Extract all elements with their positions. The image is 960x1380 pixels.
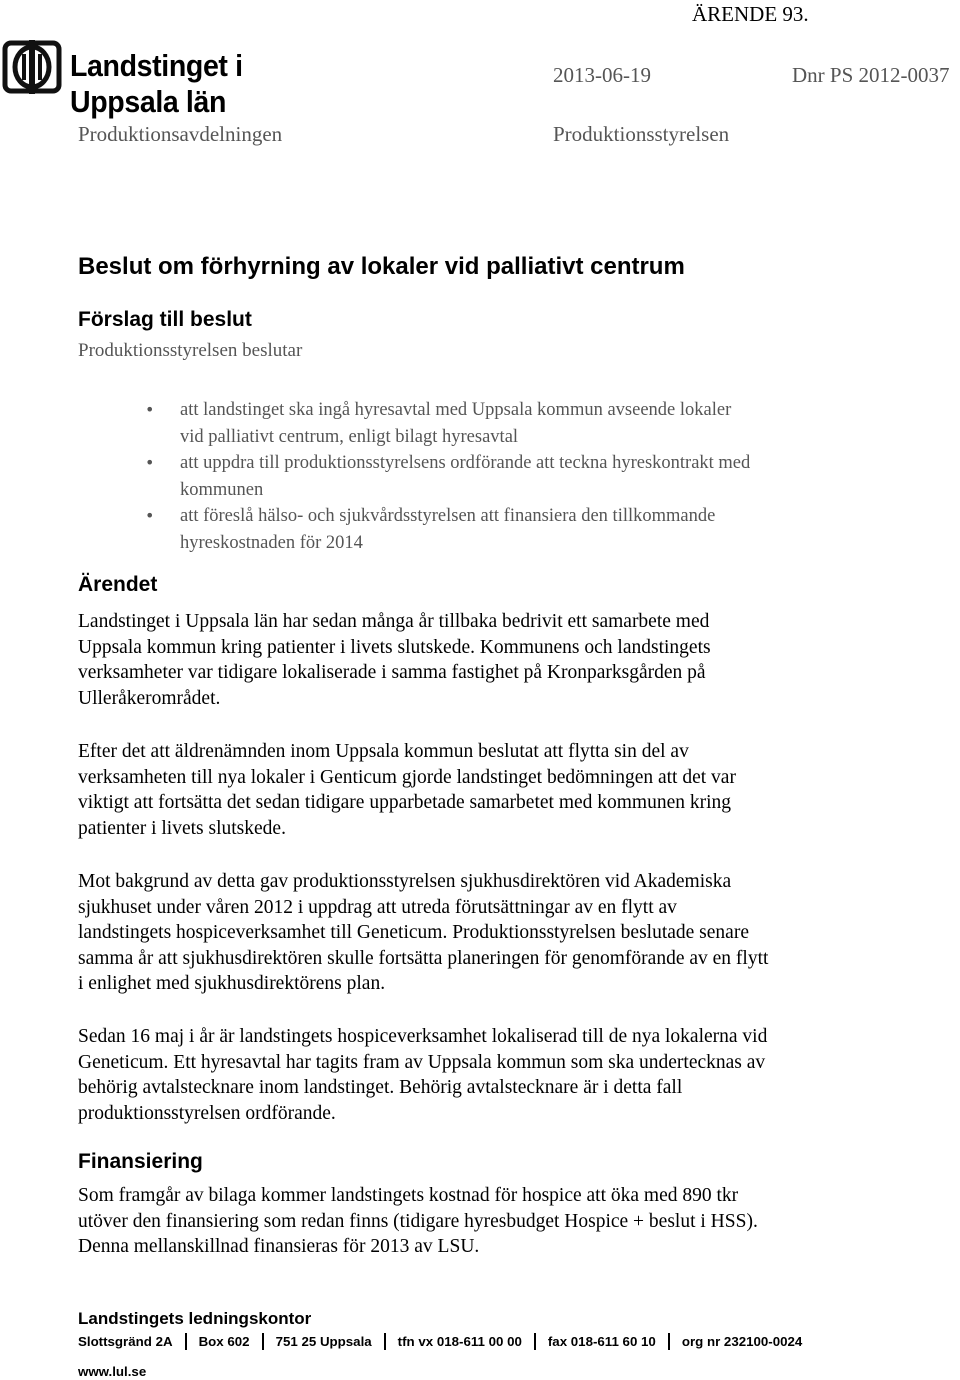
arendet-paragraph [78,1024,893,1126]
text-line: Geneticum. Ett hyresavtal har tagits fram av Uppsala kommun som ska undertecknas av [78,1051,766,1073]
text-line: landstingets hospiceverksamhet till Geneticum. Produktionsstyrelsen beslutade senare [78,922,749,944]
sender-department: Produktionsavdelningen [78,122,283,146]
text-line: Landstinget i Uppsala län har sedan många år tillbaka bedrivit ett samarbete med [78,611,710,632]
footer-title: Landstingets ledningskontor [78,1309,312,1328]
text-line: Ulleråkerområdet. [78,687,221,709]
text-line: verksamheten till nya lokaler i Genticum gjorde landstinget bedömningen att det var [78,766,736,788]
text-line: Denna mellanskillnad finansieras för 2013 av LSU. [78,1236,480,1258]
footer-contact-row [78,1333,814,1350]
text-line: i enlighet med sjukhusdirektörens plan. [78,973,386,995]
footer-fax: fax 018-611 60 10 [534,1333,668,1350]
footer-box: Box 602 [185,1333,262,1350]
document-date: 2013-06-19 [553,63,651,87]
recipient: Produktionsstyrelsen [553,122,730,146]
text-line: samma år att sjukhusdirektören skulle fortsätta planeringen för genomförande av en flytt [78,947,769,969]
text-line: Mot bakgrund av detta gav produktionsstyrelsen sjukhusdirektören vid Akademiska [78,871,732,892]
proposal-item-line: • att uppdra till produktionsstyrelsens ordförande att teckna hyreskontrakt med [180,453,751,473]
proposal-item-line: • att landstinget ska ingå hyresavtal med Uppsala kommun avseende lokaler [180,400,732,420]
arendet-heading: Ärendet [78,573,158,596]
text-line: Efter det att äldrenämnden inom Uppsala kommun beslutat att flytta sin del av [78,741,689,762]
text-line: Uppsala kommun kring patienter i livets slutskede. Kommunens och landstingets [78,636,711,658]
footer-address: Slottsgränd 2A [78,1334,173,1349]
footer-org-number: org nr 232100-0024 [668,1333,814,1350]
proposal-item [180,397,900,450]
text-line: behörig avtalstecknare inom landstinget. Behörig avtalstecknare är i detta fall [78,1077,683,1099]
proposal-item [180,450,900,503]
text-line: utöver den finansiering som redan finns (tidigare hyresbudget Hospice + beslut i HSS). [78,1210,758,1232]
footer-website: www.lul.se [78,1364,147,1379]
text-line: Som framgår av bilaga kommer landstingets kostnad för hospice att öka med 890 tkr [78,1185,739,1206]
finansiering-heading: Finansiering [78,1150,203,1173]
proposal-item [180,503,900,556]
proposal-item-line: hyreskostnaden för 2014 [180,532,363,553]
document-title: Beslut om förhyrning av lokaler vid palliativt centrum [78,253,685,280]
proposal-item-line: kommunen [180,479,264,500]
footer-phone: tfn vx 018-611 00 00 [384,1333,534,1350]
text-line: produktionsstyrelsen ordförande. [78,1102,336,1124]
proposal-heading: Förslag till beslut [78,308,252,331]
proposal-item-line: vid palliativt centrum, enligt bilagt hyresavtal [180,426,519,447]
footer-postal: 751 25 Uppsala [262,1333,384,1350]
logo-emblem-icon [2,38,62,96]
logo-wordmark: Landstinget i Uppsala län [70,48,243,119]
document-dnr: Dnr PS 2012-0037 [792,63,950,87]
landstinget-logo [2,38,364,119]
text-line: patienter i livets slutskede. [78,817,286,839]
text-line: Sedan 16 maj i år är landstingets hospiceverksamhet lokaliserad till de nya lokalerna vid [78,1026,768,1047]
arendet-paragraph [78,869,893,997]
text-line: verksamheter var tidigare lokaliserade i samma fastighet på Kronparksgården på [78,662,706,684]
arende-number: ÄRENDE 93. [692,2,809,26]
arendet-paragraph [78,739,893,841]
proposal-list [180,397,900,556]
text-line: sjukhuset under våren 2012 i uppdrag att utreda förutsättningar av en flytt av [78,896,677,918]
text-line: viktigt att fortsätta det sedan tidigare upparbetade samarbetet med kommunen kring [78,792,732,814]
proposal-intro: Produktionsstyrelsen beslutar [78,340,303,361]
arendet-paragraph [78,609,893,711]
proposal-item-line: • att föreslå hälso- och sjukvårdsstyrelsen att finansiera den tillkommande [180,506,716,526]
finansiering-paragraph [78,1183,893,1260]
